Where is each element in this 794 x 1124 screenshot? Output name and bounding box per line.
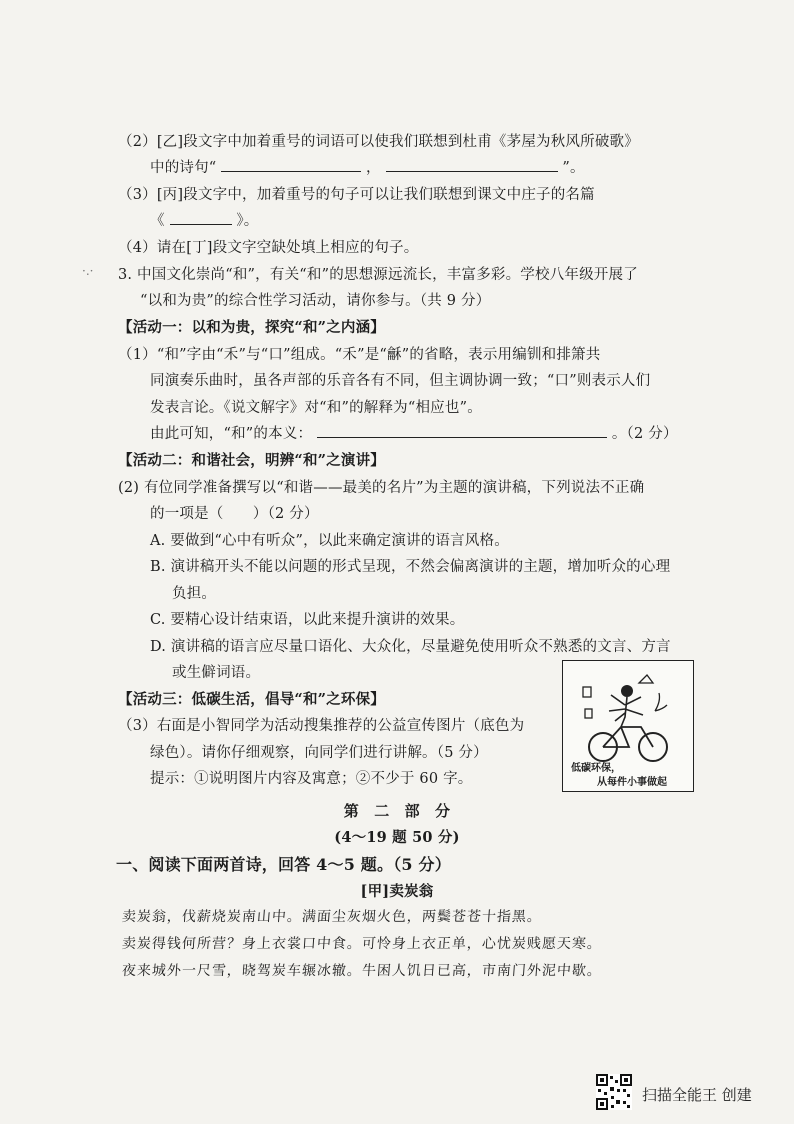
poster-caption-1: 低碳环保，	[571, 763, 621, 774]
a1-suffix: 。（2 分）	[611, 426, 678, 442]
a1-prefix: 由此可知，“和”的本义：	[150, 426, 313, 442]
poem-line3: 夜来城外一尺雪，晓驾炭车辗冰辙。牛困人饥日已高，市南门外泥中歇。	[121, 963, 603, 979]
option-b-line1: B. 演讲稿开头不能以问题的形式呈现，不然会偏离演讲的主题，增加听众的心理	[150, 559, 671, 575]
q2-suffix: ”。	[562, 160, 585, 176]
q2-line2	[150, 156, 585, 177]
q2-prefix: 中的诗句“	[150, 160, 217, 176]
section-heading: 一、阅读下面两首诗，回答 4～5 题。（5 分）	[116, 855, 451, 874]
activity2-title: 【活动二：和谐社会，明辨“和”之演讲】	[118, 452, 385, 469]
option-d-line1: D. 演讲稿的语言应尽量口语化、大众化，尽量避免使用听众不熟悉的文言、方言	[150, 639, 671, 655]
a3-line2: 绿色）。请你仔细观察，向同学们进行讲解。（5 分）	[150, 745, 488, 761]
scan-speck: ·.·	[82, 264, 94, 278]
q2-line1: （2）[乙]段文字中加着重号的词语可以使我们联想到杜甫《茅屋为秋风所破歌》	[118, 134, 639, 150]
a3-line3: 提示：①说明图片内容及寓意；②不少于 60 字。	[150, 771, 473, 787]
a1-line4	[150, 422, 678, 443]
q2-blank-2[interactable]	[386, 157, 558, 172]
a1-line3: 发表言论。《说文解字》对“和”的解释为“相应也”。	[150, 400, 482, 416]
q2-comma: ，	[366, 160, 381, 176]
a1-line1: （1）“和”字由“禾”与“口”组成。“禾”是“龢”的省略，表示用编钏和排箫共	[118, 347, 601, 363]
option-c: C. 要精心设计结束语，以此来提升演讲的效果。	[150, 612, 465, 628]
scanner-watermark-label: 扫描全能王 创建	[642, 1086, 752, 1104]
activity1-title: 【活动一：以和为贵，探究“和”之内涵】	[118, 319, 385, 336]
a1-line2: 同演奏乐曲时，虽各声部的乐音各有不同，但主调协调一致；“口”则表示人们	[150, 373, 651, 389]
q3-blank[interactable]	[170, 210, 232, 225]
poem-line2: 卖炭得钱何所营？身上衣裳口中食。可怜身上衣正单，心忧炭贱愿天寒。	[121, 936, 603, 952]
q3-line2	[150, 209, 258, 230]
a1-blank[interactable]	[317, 423, 607, 438]
q2-blank-1[interactable]	[221, 157, 361, 172]
qr-code-icon	[596, 1074, 632, 1110]
q3-line1: （3）[丙]段文字中，加着重号的句子可以让我们联想到课文中庄子的名篇	[118, 187, 595, 203]
option-d-line2: 或生僻词语。	[172, 665, 261, 681]
a3-line1: （3）右面是小智同学为活动搜集推荐的公益宣传图片（底色为	[118, 718, 525, 734]
q3-open: 《	[150, 213, 165, 229]
q3-intro-line2: “以和为贵”的综合性学习活动，请你参与。（共 9 分）	[140, 293, 491, 309]
part2-subtitle: (4～19 题 50 分)	[334, 829, 460, 846]
q3-intro-line1: 3. 中国文化崇尚“和”，有关“和”的思想源远流长，丰富多彩。学校八年级开展了	[118, 267, 638, 283]
poem-line1: 卖炭翁，伐薪烧炭南山中。满面尘灰烟火色，两鬓苍苍十指黑。	[121, 909, 543, 925]
poster-caption-2: 从每件小事做起	[597, 777, 667, 788]
option-a: A. 要做到“心中有听众”，以此来确定演讲的语言风格。	[150, 533, 509, 549]
a2-line2: 的一项是（ ）（2 分）	[150, 506, 319, 522]
a2-line1: (2) 有位同学准备撰写以“和谐——最美的名片”为主题的演讲稿，下列说法不正确	[118, 480, 645, 496]
q3-close: 》。	[236, 213, 259, 229]
q4-line: （4）请在[丁]段文字空缺处填上相应的句子。	[118, 240, 419, 256]
poster-image	[562, 660, 694, 792]
option-b-line2: 负担。	[172, 586, 217, 602]
activity3-title: 【活动三：低碳生活，倡导“和”之环保】	[118, 691, 385, 708]
part2-title: 第 二 部 分	[343, 802, 451, 820]
poem-title: [甲]卖炭翁	[360, 883, 434, 900]
